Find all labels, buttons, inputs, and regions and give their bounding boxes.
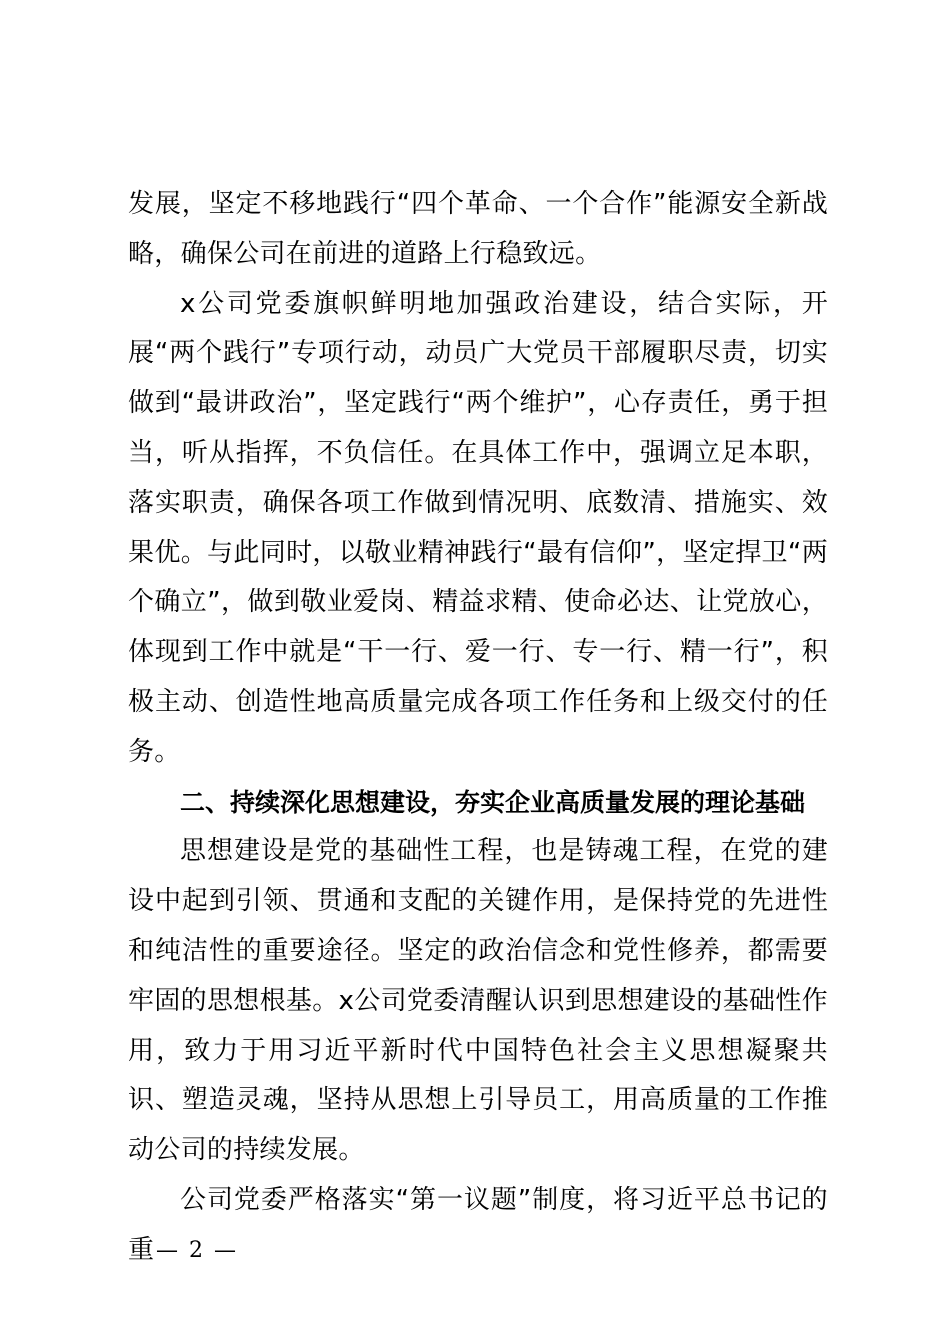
section-heading: 二、持续深化思想建设，夯实企业高质量发展的理论基础 [180,787,806,817]
body-paragraph-2: x公司党委旗帜鲜明地加强政治建设，结合实际，开展“两个践行”专项行动，动员广大党员干部履职尽责，切实做到“最讲政治”，坚定践行“两个维护”，心存责任，勇于担当，听从指挥，不负信任。在具体工作中，强调立足本职，落实职责，确保各项工作做到情况明、底数清、措施实、效果优。与此同时，以敬业精神践行“最有信仰”，坚定捍卫“两个确立”，做到敬业爱岗、精益求精、使命必达、让党放心，体现到工作中就是“干一行、爱一行、专一行、精一行”，积极主动、创造性地高质量完成各项工作任务和上级交付的任务。 [128,288,828,767]
body-paragraph-1: 发展，坚定不移地践行“四个革命、一个合作”能源安全新战略，确保公司在前进的道路上行稳致远。 [128,189,828,269]
body-paragraph-3: 思想建设是党的基础性工程，也是铸魂工程，在党的建设中起到引领、贯通和支配的关键作用，是保持党的先进性和纯洁性的重要途径。坚定的政治信念和党性修养，都需要牢固的思想根基。x公司党委清醒认识到思想建设的基础性作用，致力于用习近平新时代中国特色社会主义思想凝聚共识、塑造灵魂，坚持从思想上引导员工，用高质量的工作推动公司的持续发展。 [128,836,828,1166]
document-body [128,180,828,1276]
body-paragraph-4: 公司党委严格落实“第一议题”制度，将习近平总书记的重 [128,1184,828,1265]
page-number: — 2 — [156,1238,238,1263]
